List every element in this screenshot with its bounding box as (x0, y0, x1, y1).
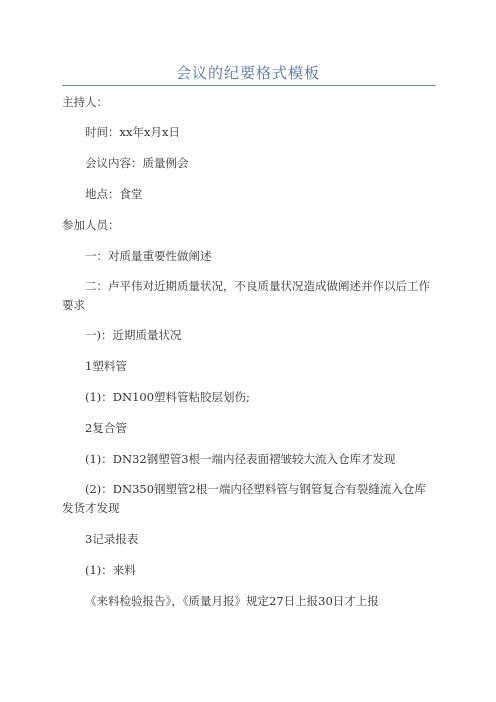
agenda-item-2-cont: 要求 (62, 298, 85, 312)
item-plastic-pipe: 1塑料管 (85, 359, 127, 373)
composite-pipe-issue-2: (2)：DN350钢塑管2根一端内径塑料管与钢管复合有裂缝流入仓库 (85, 482, 426, 496)
attendees-line: 参加人员： (62, 218, 120, 232)
records-incoming-detail: 《来料检验报告》，《质量月报》规定27日上报30日才上报 (85, 594, 379, 608)
agenda-item-1: 一：对质量重要性做阐述 (85, 249, 212, 263)
time-line: 时间：xx年x月x日 (85, 125, 180, 139)
plastic-pipe-issue-1: (1)：DN100塑料管粘胶层划伤; (85, 390, 250, 404)
document-title: 会议的纪要格式模板 (175, 64, 320, 82)
item-composite-pipe: 2复合管 (85, 421, 127, 435)
composite-pipe-issue-2-cont: 发货才发现 (62, 501, 120, 515)
host-line: 主持人： (62, 95, 108, 109)
records-incoming: (1)：来料 (85, 563, 136, 577)
agenda-item-2: 二：卢平伟对近期质量状况，不良质量状况造成做阐述并作以后工作 (85, 279, 430, 293)
content-line: 会议内容：质量例会 (85, 156, 189, 170)
composite-pipe-issue-1: (1)：DN32钢塑管3根一端内径表面褶皱较大流入仓库才发现 (85, 452, 396, 466)
title-underline (62, 85, 436, 86)
item-records-reports: 3记录报表 (85, 532, 139, 546)
section-recent-quality: 一)：近期质量状况 (85, 328, 182, 342)
location-line: 地点：食堂 (85, 187, 143, 201)
